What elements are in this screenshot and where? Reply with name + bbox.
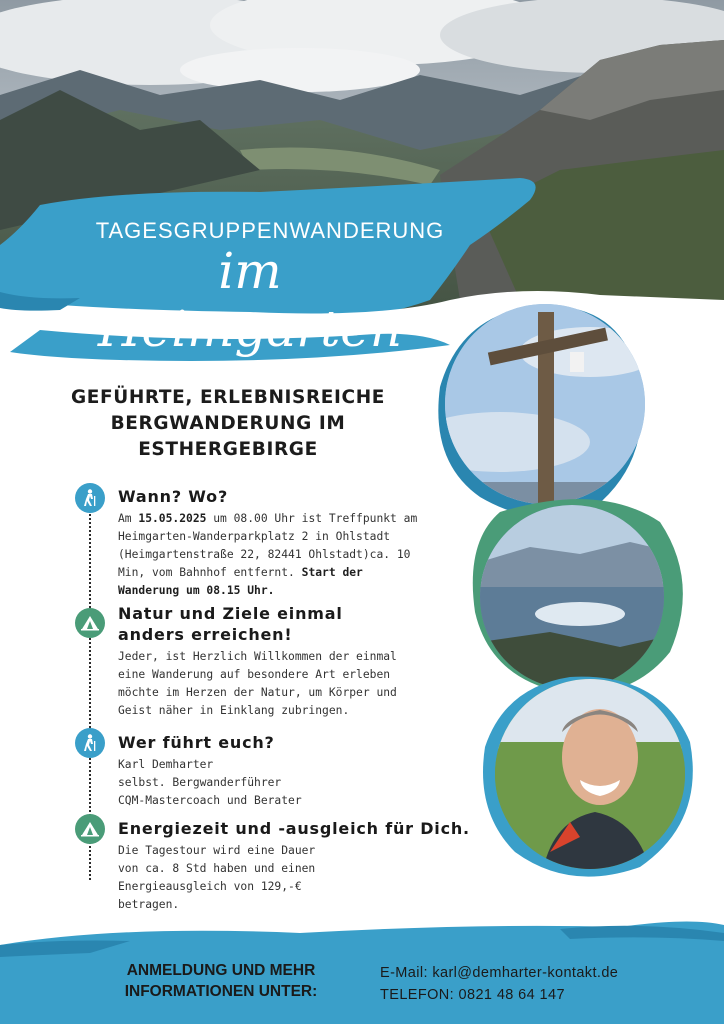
subtitle-line-1: GEFÜHRTE, ERLEBNISREICHE — [70, 387, 386, 408]
nature-line-4: Geist näher in Einklang zubringen. — [118, 704, 350, 717]
section-heading-energy: Energiezeit und -ausgleich für Dich. — [118, 819, 470, 838]
energy-line-1: Die Tagestour wird eine Dauer — [118, 844, 316, 857]
energy-line-3: Energieausgleich von 129,-€ — [118, 880, 302, 893]
section-body-energy — [118, 842, 315, 914]
section-body-nature — [118, 648, 397, 720]
guide-name: Karl Demharter — [118, 758, 214, 771]
subtitle-line-2: BERGWANDERUNG IM — [110, 413, 346, 434]
date-prefix: Am — [118, 512, 139, 525]
nature-line-3: möchte im Herzen der Natur, um Körper und — [118, 686, 397, 699]
section-body-guide — [118, 756, 302, 810]
tent-icon — [75, 814, 105, 844]
nature-line-1: Jeder, ist Herzlich Willkommen der einmal — [118, 650, 397, 663]
address-line: (Heimgartenstraße 22, 82441 Ohlstadt)ca. 10 — [118, 548, 411, 561]
footer-registration-note — [96, 960, 346, 1002]
footer-contact — [380, 962, 618, 1006]
hiker-icon — [75, 483, 105, 513]
hiker-icon — [75, 728, 105, 758]
section-heading-nature — [118, 603, 343, 645]
guide-role: CQM-Mastercoach und Berater — [118, 794, 302, 807]
section-heading-nature-line-1: Natur und Ziele einmal — [118, 604, 343, 623]
header-script-title: im Heimgarten — [97, 242, 403, 358]
subtitle-line-3: ESTHERGEBIRGE — [138, 439, 318, 460]
section-heading-when-where: Wann? Wo? — [118, 487, 229, 506]
section-heading-guide: Wer führt euch? — [118, 733, 275, 752]
start-label: Start der — [301, 566, 363, 579]
event-date: 15.05.2025 — [138, 512, 207, 525]
guide-title: selbst. Bergwanderführer — [118, 776, 282, 789]
contact-phone[interactable]: TELEFON: 0821 48 64 147 — [380, 987, 565, 1003]
header-title: TAGESGRUPPENWANDERUNG — [95, 218, 445, 243]
tent-icon — [75, 608, 105, 638]
photo-collage — [420, 292, 720, 892]
distance-line: Min, vom Bahnhof entfernt. — [118, 566, 302, 579]
event-subtitle — [58, 385, 398, 463]
meeting-point-line: Heimgarten-Wanderparkplatz 2 in Ohlstadt — [118, 530, 391, 543]
energy-line-2: von ca. 8 Std haben und einen — [118, 862, 316, 875]
lake-view-photo — [473, 499, 683, 694]
date-suffix: um 08.00 Uhr ist Treffpunkt am — [206, 512, 418, 525]
footer-left-line-1: ANMELDUNG UND MEHR — [126, 962, 316, 979]
start-time: Wanderung um 08.15 Uhr. — [118, 584, 275, 597]
section-body-when-where — [118, 510, 417, 600]
energy-line-4: betragen. — [118, 898, 180, 911]
summit-cross-photo — [420, 304, 660, 517]
section-heading-nature-line-2: anders erreichen! — [118, 625, 293, 644]
nature-line-2: eine Wanderung auf besondere Art erleben — [118, 668, 391, 681]
contact-email[interactable]: E-Mail: karl@demharter-kontakt.de — [380, 965, 619, 981]
footer-left-line-2: INFORMATIONEN UNTER: — [124, 983, 318, 1000]
guide-portrait-photo — [483, 677, 693, 892]
